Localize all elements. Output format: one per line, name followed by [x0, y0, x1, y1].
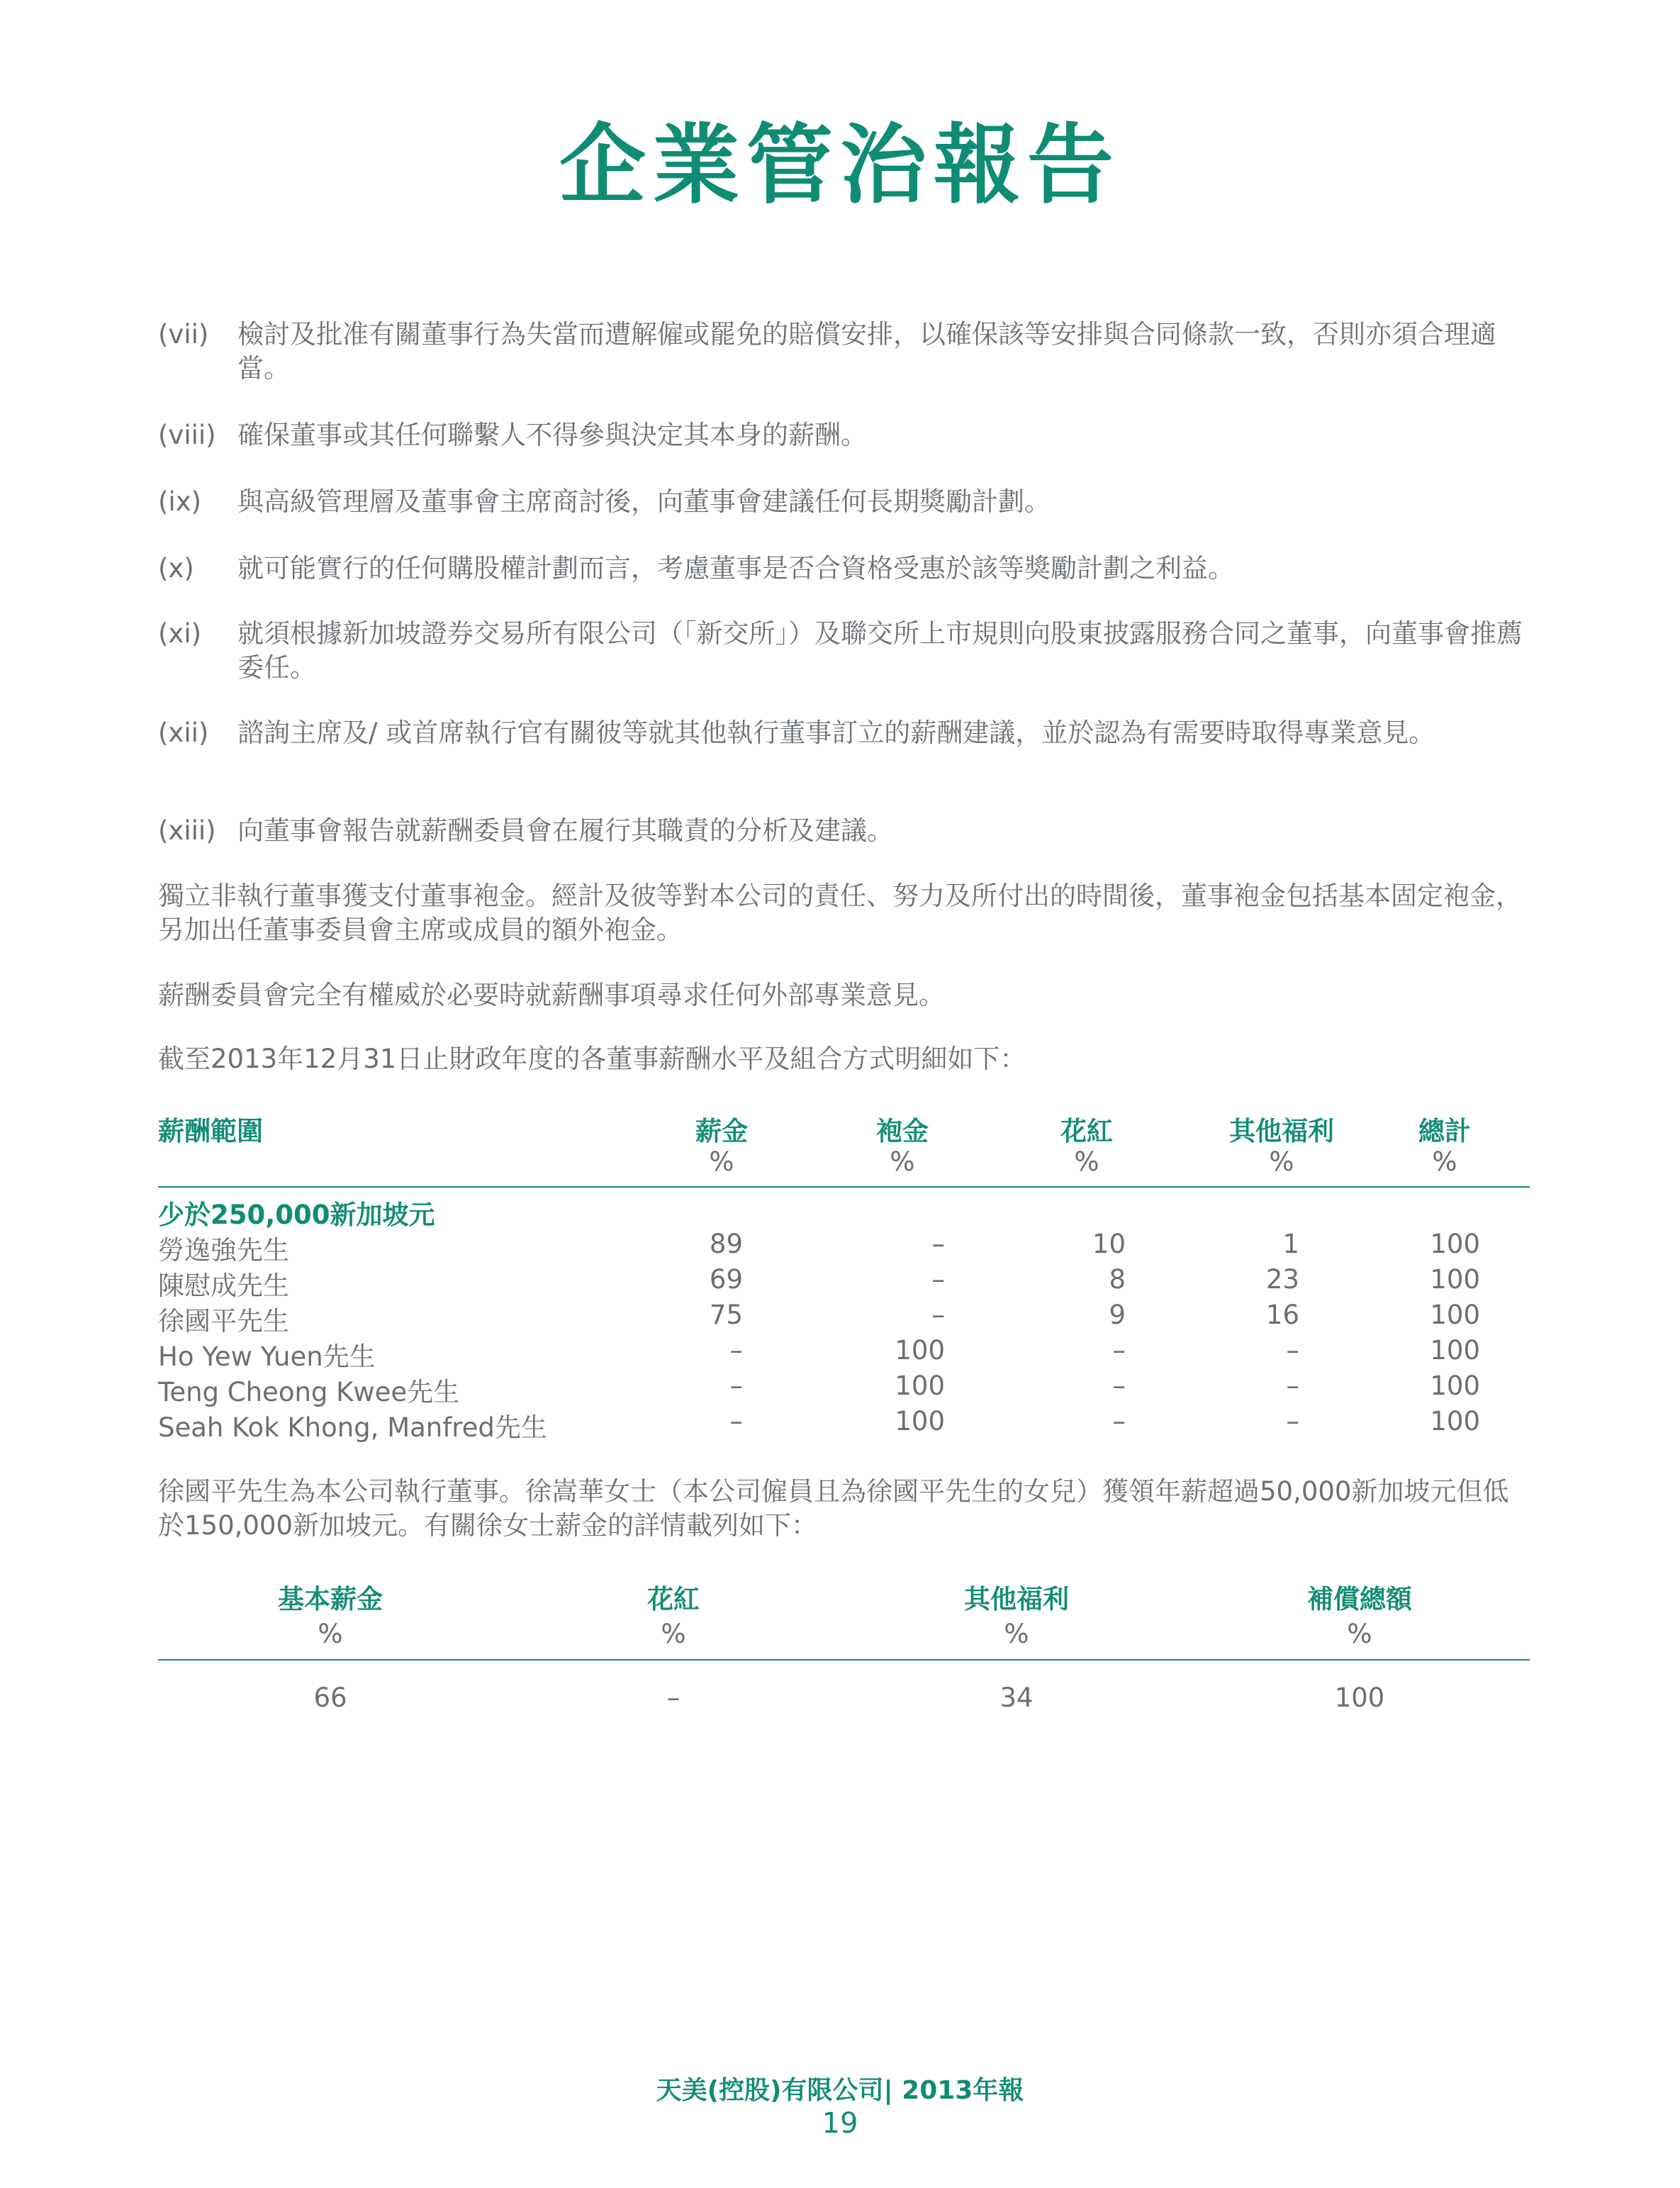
total-cell: 100 — [1430, 1264, 1480, 1295]
director-name: 勞逸強先生 — [158, 1235, 289, 1266]
other-cell: – — [1286, 1335, 1299, 1366]
item-number: (vii) — [158, 319, 209, 350]
column-header-total-compensation: 補償總額 — [1307, 1584, 1412, 1614]
column-header-band: 薪酬範圍 — [158, 1116, 263, 1146]
fees-cell: – — [931, 1264, 945, 1295]
page-number: 19 — [822, 2107, 858, 2140]
column-header-total: 總計 — [1418, 1116, 1471, 1146]
unit-label: % — [1347, 1619, 1372, 1649]
item-number: (xiii) — [158, 815, 216, 846]
unit-label: % — [890, 1146, 915, 1177]
band-label: 少於250,000新加坡元 — [158, 1200, 435, 1230]
table-row — [158, 1335, 1530, 1371]
paragraph-director-fees: 獨立非執行董事獲支付董事袍金。經計及彼等對本公司的責任、努力及所付出的時間後，董事袍金包括基本固定袍金，另加出任董事委員會主席或成員的額外袍金。 — [158, 881, 1522, 945]
unit-label: % — [1269, 1146, 1294, 1177]
salary-cell: – — [729, 1335, 743, 1366]
column-header-other-benefits: 其他福利 — [964, 1584, 1069, 1614]
column-header-salary: 薪金 — [695, 1116, 748, 1146]
director-name: 陳慰成先生 — [158, 1271, 289, 1301]
table-row — [158, 1300, 1530, 1335]
other-cell: – — [1286, 1406, 1299, 1436]
page-title: 企業管治報告 — [559, 115, 1121, 216]
fees-cell: 100 — [895, 1406, 945, 1436]
other-cell: 23 — [1265, 1264, 1299, 1295]
director-name: Seah Kok Khong, Manfred先生 — [158, 1412, 547, 1443]
item-number: (ix) — [158, 486, 202, 517]
table-divider — [158, 1186, 1530, 1188]
salary-cell: – — [729, 1371, 743, 1401]
other-cell: 16 — [1265, 1300, 1299, 1330]
total-cell: 100 — [1430, 1406, 1480, 1436]
director-name: Ho Yew Yuen先生 — [158, 1341, 376, 1372]
unit-label: % — [318, 1619, 343, 1649]
bonus-cell: – — [1112, 1335, 1126, 1366]
column-header-bonus: 花紅 — [647, 1584, 700, 1614]
fees-cell: – — [931, 1229, 945, 1259]
column-header-bonus: 花紅 — [1060, 1116, 1113, 1146]
fees-cell: – — [931, 1300, 945, 1330]
item-number: (xi) — [158, 618, 202, 649]
table-row — [158, 1406, 1530, 1441]
item-text: 與高級管理層及董事會主席商討後，向董事會建議任何長期獎勵計劃。 — [237, 486, 1051, 517]
unit-label: % — [1004, 1619, 1029, 1649]
fees-cell: 100 — [895, 1371, 945, 1401]
salary-cell: 89 — [709, 1229, 743, 1259]
unit-label: % — [661, 1619, 686, 1649]
director-name: Teng Cheong Kwee先生 — [158, 1377, 460, 1407]
salary-cell: – — [729, 1406, 743, 1436]
item-number: (xii) — [158, 718, 209, 748]
footer-company: 天美(控股)有限公司| 2013年報 — [656, 2076, 1024, 2105]
item-text: 就須根據新加坡證券交易所有限公司（「新交所」）及聯交所上市規則向股東披露服務合同之董事，向董事會推薦委任。 — [237, 618, 1523, 683]
other-benefits-value: 34 — [999, 1682, 1034, 1713]
other-cell: – — [1286, 1371, 1299, 1401]
item-text: 向董事會報告就薪酬委員會在履行其職責的分析及建議。 — [237, 815, 893, 846]
fees-cell: 100 — [895, 1335, 945, 1366]
item-text: 檢討及批准有關董事行為失當而遭解僱或罷免的賠償安排，以確保該等安排與合同條款一致，否則亦須合理適當。 — [237, 319, 1496, 384]
table-divider — [158, 1659, 1530, 1660]
salary-cell: 75 — [709, 1300, 743, 1330]
total-cell: 100 — [1430, 1300, 1480, 1330]
bonus-cell: – — [1112, 1406, 1126, 1436]
bonus-cell: 8 — [1109, 1264, 1126, 1295]
total-cell: 100 — [1430, 1371, 1480, 1401]
table-row — [158, 1371, 1530, 1406]
item-number: (x) — [158, 553, 194, 584]
other-cell: 1 — [1282, 1229, 1299, 1259]
item-number: (viii) — [158, 420, 216, 450]
table-row — [158, 1264, 1530, 1300]
item-text: 就可能實行的任何購股權計劃而言，考慮董事是否合資格受惠於該等獎勵計劃之利益。 — [237, 553, 1234, 584]
table-row — [158, 1229, 1530, 1264]
paragraph-advice: 薪酬委員會完全有權威於必要時就薪酬事項尋求任何外部專業意見。 — [158, 980, 945, 1010]
total-cell: 100 — [1430, 1335, 1480, 1366]
bonus-cell: 9 — [1109, 1300, 1126, 1330]
paragraph-table-intro: 截至2013年12月31日止財政年度的各董事薪酬水平及組合方式明細如下： — [158, 1044, 1026, 1074]
total-compensation-value: 100 — [1334, 1682, 1385, 1713]
bonus-cell: 10 — [1092, 1229, 1126, 1259]
band-row — [158, 1193, 1530, 1229]
item-text: 確保董事或其任何聯繫人不得參與決定其本身的薪酬。 — [237, 420, 867, 450]
unit-label: % — [1074, 1146, 1099, 1177]
director-name: 徐國平先生 — [158, 1306, 289, 1336]
base-salary-value: 66 — [313, 1682, 347, 1713]
salary-cell: 69 — [709, 1264, 743, 1295]
bonus-value: – — [666, 1682, 681, 1713]
paragraph-employee-note: 徐國平先生為本公司執行董事。徐嵩華女士（本公司僱員且為徐國平先生的女兒）獲領年薪超過50,000新加坡元但低於150,000新加坡元。有關徐女士薪金的詳情載列如下： — [158, 1476, 1509, 1541]
item-text: 諮詢主席及/ 或首席執行官有關彼等就其他執行董事訂立的薪酬建議，並於認為有需要時取得專業意見。 — [237, 718, 1435, 748]
unit-label: % — [709, 1146, 734, 1177]
column-header-other-benefits: 其他福利 — [1229, 1116, 1334, 1146]
bonus-cell: – — [1112, 1371, 1126, 1401]
column-header-fees: 袍金 — [876, 1116, 929, 1146]
total-cell: 100 — [1430, 1229, 1480, 1259]
unit-label: % — [1432, 1146, 1457, 1177]
column-header-base-salary: 基本薪金 — [278, 1584, 383, 1614]
